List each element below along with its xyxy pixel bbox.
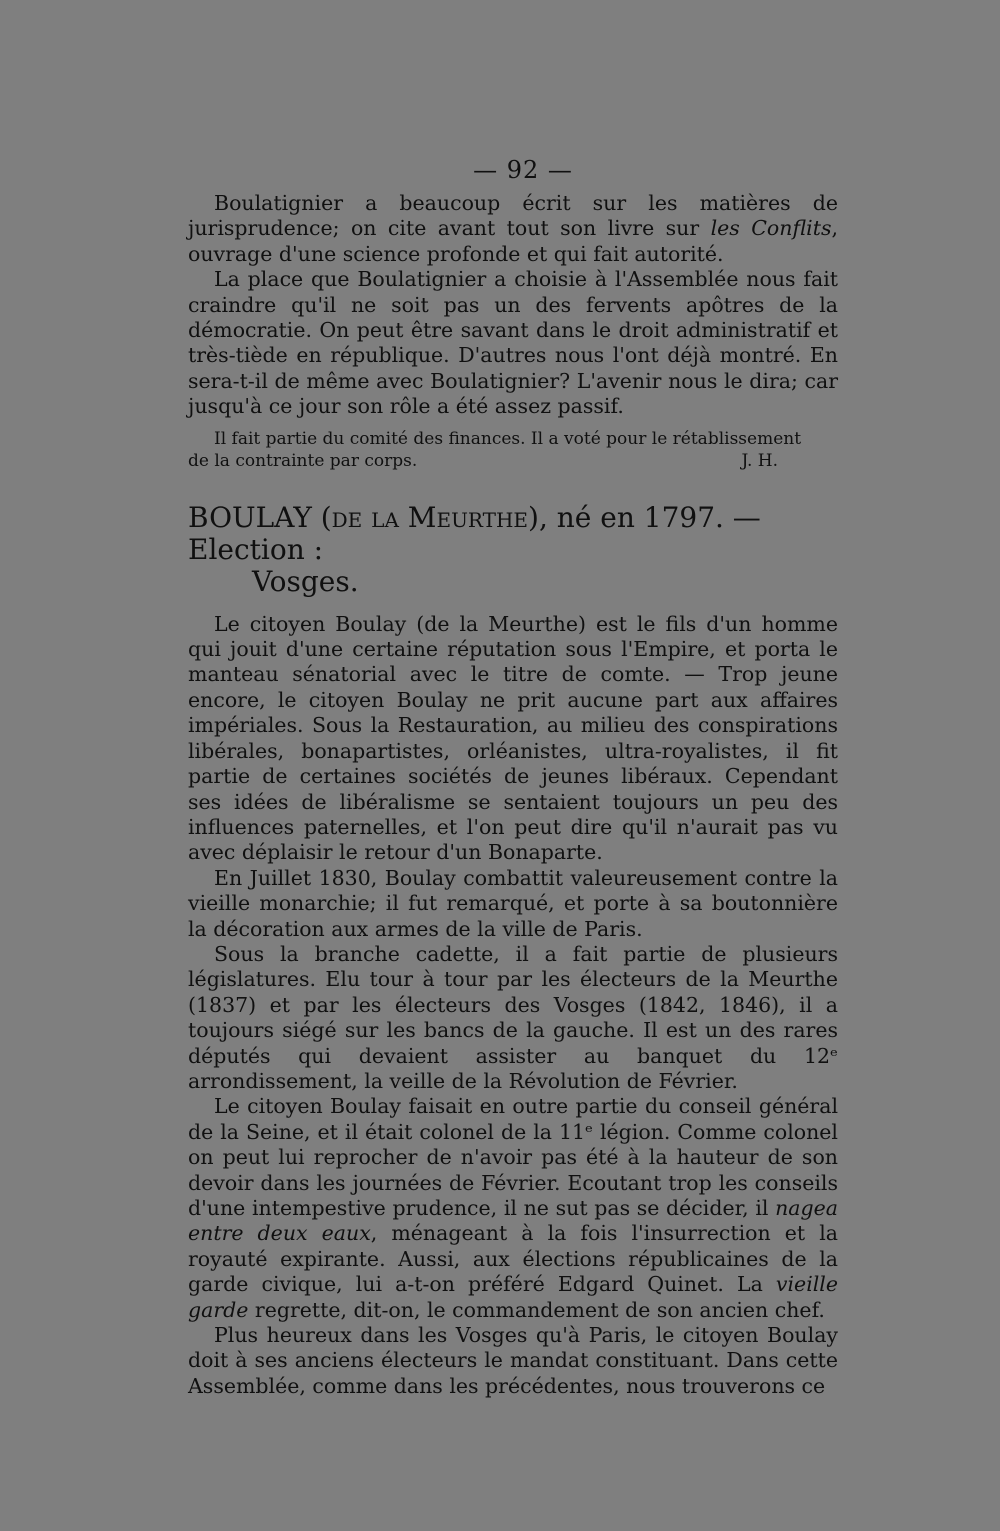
entry-heading: [188, 502, 838, 598]
italic-text: vieille garde: [188, 1272, 838, 1322]
book-page: [188, 150, 838, 1399]
italic-text: nagea entre deux eaux: [188, 1196, 838, 1246]
page-number: — 92 —: [473, 156, 573, 184]
italic-text: les Conflits: [710, 216, 832, 241]
paragraph: [188, 1094, 838, 1323]
footnote-last-line: [188, 450, 838, 472]
paragraph: [188, 866, 838, 942]
footnote-signature: J. H.: [741, 450, 778, 471]
text-run: Boulatignier a beaucoup écrit sur les matières de jurisprudence; on cite avant tout son livre sur: [188, 191, 838, 241]
footnote-line: Il fait partie du comité des finances. Il a voté pour le rétablissement: [214, 428, 802, 449]
paragraph: [188, 942, 838, 1094]
text-run: La place que Boulatignier a choisie à l'Assemblée nous fait craindre qu'il ne soit pas un des fervents apôtres de la démocratie. On peut être savant dans le droit administratif et très-tiède en république. D'autres nous l'ont déjà montré. En sera-t-il de même avec Boulatignier? L'avenir nous le dira; car jusqu'à ce jour son rôle a été assez passif.: [188, 267, 838, 419]
text-run: regrette, dit-on, le commandement de son ancien chef.: [248, 1297, 825, 1322]
paragraph: [188, 1323, 838, 1399]
text-run: , ouvrage d'une science profonde et qui fait autorité.: [188, 216, 838, 266]
text-run: En Juillet 1830, Boulay combattit valeureusement contre la vieille monarchie; il fut remarqué, et porte à sa boutonnière la décoration aux armes de la ville de Paris.: [188, 865, 838, 941]
text-run: Plus heureux dans les Vosges qu'à Paris, le citoyen Boulay doit à ses anciens électeurs le mandat constituant. Dans cette Assemblée, comme dans les précédentes, nous trouverons ce: [188, 1323, 838, 1398]
text-run: Le citoyen Boulay faisait en outre partie du conseil général de la Seine, et il était colonel de la 11ᵉ légion. Comme colonel on peut lui reprocher de n'avoir pas été à la hauteur de son devoir dans les journées de Février. Ecoutant trop les conseils d'une intempestive prudence, il ne sut pas se décider, il: [188, 1094, 838, 1220]
entry-details: né en 1797. — Election :: [188, 500, 761, 566]
text-run: Le citoyen Boulay (de la Meurthe) est le fils d'un homme qui jouit d'une certaine réputation sous l'Empire, et porta le manteau sénatorial avec le titre de comte. — Trop jeune encore, le citoyen Boulay ne prit aucune part aux affaires impériales. Sous la Restauration, au milieu des conspirations libérales, bonapartistes, orléanistes, ultra-royalistes, il fit partie de certaines sociétés de jeunes libéraux. Cependant ses idées de libéralisme se sentaient toujours un peu des influences paternelles, et l'on peut dire qu'il n'aurait pas vu avec déplaisir le retour d'un Bonaparte.: [188, 611, 838, 865]
entry-name: BOULAY: [188, 500, 312, 534]
paragraph: [188, 191, 838, 267]
text-run: , ménageant à la fois l'insurrection et la royauté expirante. Aussi, aux élections républicaines de la garde civique, lui a-t-on préféré Edgard Quinet. La: [188, 1221, 838, 1297]
paragraph: [188, 267, 838, 419]
top-section: [188, 191, 838, 420]
footnote: [188, 428, 838, 472]
paragraph: [188, 612, 838, 866]
text-run: Sous la branche cadette, il a fait partie de plusieurs législatures. Elu tour à tour par les électeurs de la Meurthe (1837) et par les électeurs des Vosges (1842, 1846), il a toujours siégé sur les bancs de la gauche. Il est un des rares députés qui devaient assister au banquet du 12ᵉ arrondissement, la veille de la Révolution de Février.: [188, 941, 838, 1093]
entry-body: [188, 612, 838, 1400]
entry-election: Vosges.: [252, 564, 359, 598]
entry-particle: (de la Meurthe),: [320, 500, 548, 534]
footnote-line: de la contrainte par corps.: [188, 450, 418, 471]
